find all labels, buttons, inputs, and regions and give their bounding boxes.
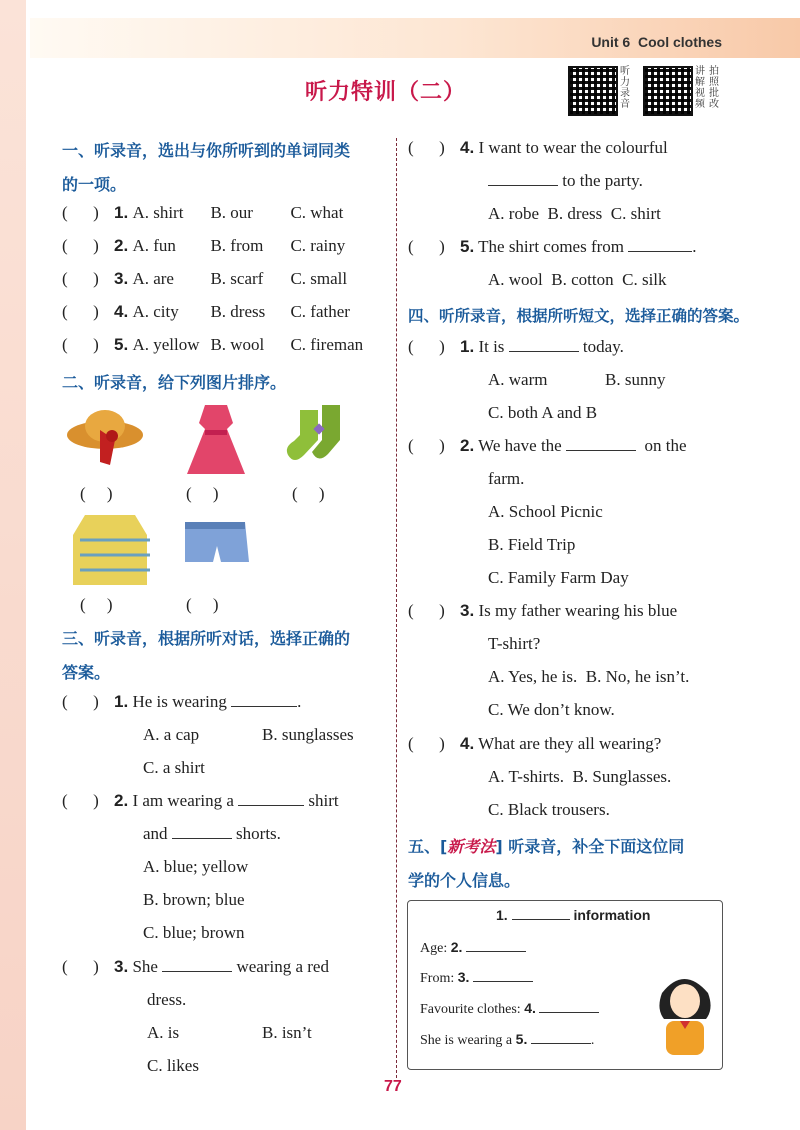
sweater-picture: [73, 515, 150, 585]
socks-picture: [287, 405, 340, 460]
order-blank[interactable]: ( ): [292, 484, 325, 503]
question-line: ( ) 2. I am wearing a shirt: [62, 791, 339, 810]
question-line: ( ) 3. A. are B. scarf C. small: [62, 269, 348, 288]
question-line: ( ) 2. A. fun B. from C. rainy: [62, 236, 346, 255]
qr-label: 听力录音: [620, 66, 630, 110]
unit-label: Unit 6 Cool clothes: [591, 34, 722, 50]
question-line: ( ) 5. The shirt comes from .: [408, 237, 697, 256]
question-line: ( ) 4. I want to wear the colourful: [408, 138, 668, 157]
dress-picture: [187, 405, 245, 474]
question-line: ( ) 3. She wearing a red: [62, 957, 329, 976]
column-divider: [396, 138, 397, 1078]
order-blank[interactable]: ( ): [80, 595, 113, 614]
info-from: From: 3.: [420, 969, 533, 987]
section-heading: 三、听录音，根据所听对话，选择正确的: [62, 629, 351, 648]
question-line: ( ) 4. What are they all wearing?: [408, 734, 662, 753]
section-heading: 学的个人信息。: [408, 871, 521, 890]
page-title: 听力特训（二）: [305, 80, 467, 105]
qr-code-icon[interactable]: [568, 66, 618, 116]
section-heading: 四、听所录音，根据所听短文，选择正确的答案。: [408, 307, 750, 325]
shorts-picture: [185, 522, 249, 562]
question-line: ( ) 1. It is today.: [408, 337, 624, 356]
question-line: ( ) 4. A. city B. dress C. father: [62, 302, 350, 321]
info-wearing: She is wearing a 5. .: [420, 1031, 595, 1048]
question-line: ( ) 5. A. yellow B. wool C. fireman: [62, 335, 364, 354]
info-card: [407, 900, 723, 1070]
section-heading: 一、听录音，选出与你所听到的单词同类: [62, 141, 351, 160]
section-heading: 二、听录音，给下列图片排序。: [62, 373, 287, 392]
info-favourite: Favourite clothes: 4.: [420, 1000, 599, 1018]
qr-label: 讲解视频: [695, 66, 705, 110]
question-line: ( ) 1. A. shirt B. our C. what: [62, 203, 344, 222]
order-blank[interactable]: ( ): [80, 484, 113, 503]
girl-picture: [656, 973, 714, 1061]
section-heading: 的一项。: [62, 175, 127, 194]
hat-picture: [67, 410, 143, 465]
page-number: 77: [384, 1078, 402, 1095]
section-heading: 答案。: [62, 663, 111, 682]
info-title: 1. information: [496, 907, 651, 923]
question-line: ( ) 2. We have the on the: [408, 436, 687, 455]
section-heading: 五、[新考法] 听录音，补全下面这位同: [408, 837, 685, 856]
order-blank[interactable]: ( ): [186, 484, 219, 503]
info-age: Age: 2.: [420, 939, 526, 957]
page-edge-strip: [0, 0, 26, 1130]
clothes-pictures: [60, 400, 380, 620]
qr-code-icon[interactable]: [643, 66, 693, 116]
order-blank[interactable]: ( ): [186, 595, 219, 614]
qr-label: 拍照批改: [709, 66, 719, 110]
question-line: ( ) 3. Is my father wearing his blue: [408, 601, 678, 620]
question-line: ( ) 1. He is wearing .: [62, 692, 302, 711]
